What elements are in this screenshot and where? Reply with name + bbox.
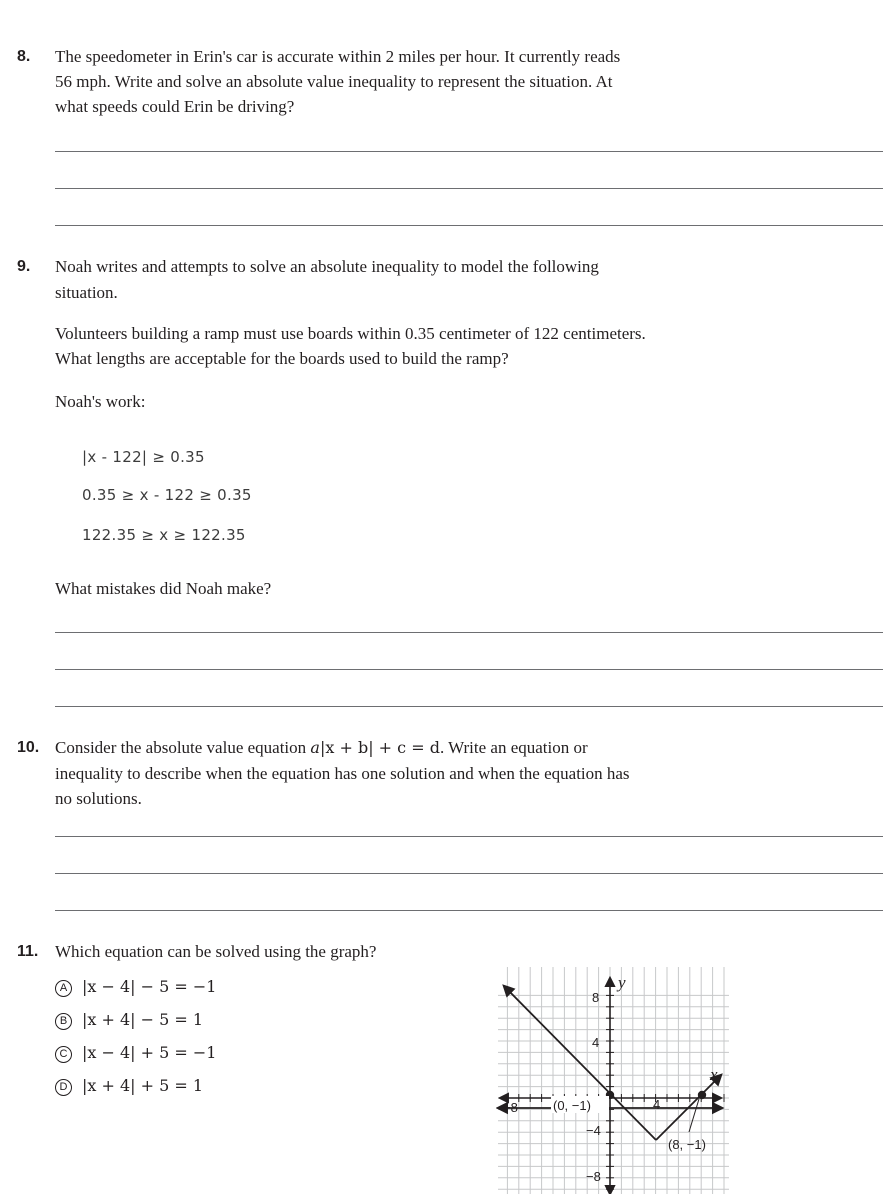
work-label: Noah's work:	[55, 392, 146, 411]
y-tick-label-neg-4: −4	[586, 1123, 601, 1138]
question-9-line-2: situation.	[55, 283, 118, 302]
question-11-number: 11.	[17, 943, 39, 960]
axis-ticks	[507, 995, 724, 1189]
situation-line-1: Volunteers building a ramp must use boards within 0.35 centimeter of 122 centimeters.	[55, 324, 646, 343]
question-10-line-3: no solutions.	[55, 789, 142, 808]
annotation-point-8-neg-1: (8, −1)	[668, 1137, 706, 1152]
question-8-number: 8.	[17, 48, 31, 65]
answer-line[interactable]	[55, 188, 883, 189]
option-d[interactable]	[55, 1076, 203, 1096]
question-10-number: 10.	[17, 739, 40, 756]
answer-line[interactable]	[55, 225, 883, 226]
question-10-line-1	[55, 738, 588, 758]
question-8-line-1: The speedometer in Erin's car is accurate within 2 miles per hour. It currently reads	[55, 47, 621, 66]
graph-grid	[498, 967, 729, 1194]
option-a-equation: |x − 4| − 5 = −1	[82, 977, 217, 996]
option-b-letter: B	[55, 1013, 72, 1030]
question-11-prompt: Which equation can be solved using the graph?	[55, 942, 377, 961]
answer-line[interactable]	[55, 669, 883, 670]
y-tick-label-4: 4	[592, 1035, 600, 1050]
option-a[interactable]	[55, 977, 216, 997]
question-8-line-3: what speeds could Erin be driving?	[55, 97, 295, 116]
question-10-after-equation: . Write an equation or	[439, 738, 588, 757]
answer-line[interactable]	[55, 873, 883, 874]
question-10-line-2: inequality to describe when the equation has one solution and when the equation has	[55, 764, 630, 783]
answer-line[interactable]	[55, 706, 883, 707]
annotation-leader	[689, 1099, 699, 1132]
answer-line[interactable]	[55, 632, 883, 633]
annotation-point-0-neg-1: (0, −1)	[553, 1098, 591, 1113]
absolute-value-graph	[496, 965, 731, 1194]
option-c-equation: |x − 4| + 5 = −1	[82, 1043, 217, 1062]
question-9-line-1: Noah writes and attempts to solve an absolute inequality to model the following	[55, 257, 599, 276]
option-b-equation: |x + 4| − 5 = 1	[82, 1010, 204, 1029]
answer-line[interactable]	[55, 836, 883, 837]
x-axis-label: x	[710, 1065, 718, 1084]
absolute-value-equation: a|x + b| + c = d	[310, 738, 440, 757]
option-d-letter: D	[55, 1079, 72, 1096]
answer-line[interactable]	[55, 151, 883, 152]
work-step-1: |x - 122| ≥ 0.35	[82, 448, 205, 466]
y-tick-label-8: 8	[592, 990, 600, 1005]
question-8-line-2: 56 mph. Write and solve an absolute value inequality to represent the situation. At	[55, 72, 613, 91]
option-d-equation: |x + 4| + 5 = 1	[82, 1076, 204, 1095]
question-9-prompt: What mistakes did Noah make?	[55, 579, 272, 598]
answer-line[interactable]	[55, 910, 883, 911]
intersection-point-2	[698, 1091, 706, 1099]
question-10-intro: Consider the absolute value equation	[55, 738, 307, 757]
work-step-3: 122.35 ≥ x ≥ 122.35	[82, 526, 246, 544]
y-tick-label-neg-8: −8	[586, 1169, 601, 1184]
work-step-2: 0.35 ≥ x - 122 ≥ 0.35	[82, 486, 252, 504]
option-c[interactable]	[55, 1043, 216, 1063]
option-c-letter: C	[55, 1046, 72, 1063]
option-b[interactable]	[55, 1010, 203, 1030]
x-tick-label-neg-8: −8	[503, 1100, 518, 1115]
x-tick-label-4: 4	[653, 1097, 661, 1112]
question-9-number: 9.	[17, 258, 31, 275]
option-a-letter: A	[55, 980, 72, 997]
situation-line-2: What lengths are acceptable for the boards used to build the ramp?	[55, 349, 509, 368]
y-axis-label: y	[618, 973, 626, 992]
